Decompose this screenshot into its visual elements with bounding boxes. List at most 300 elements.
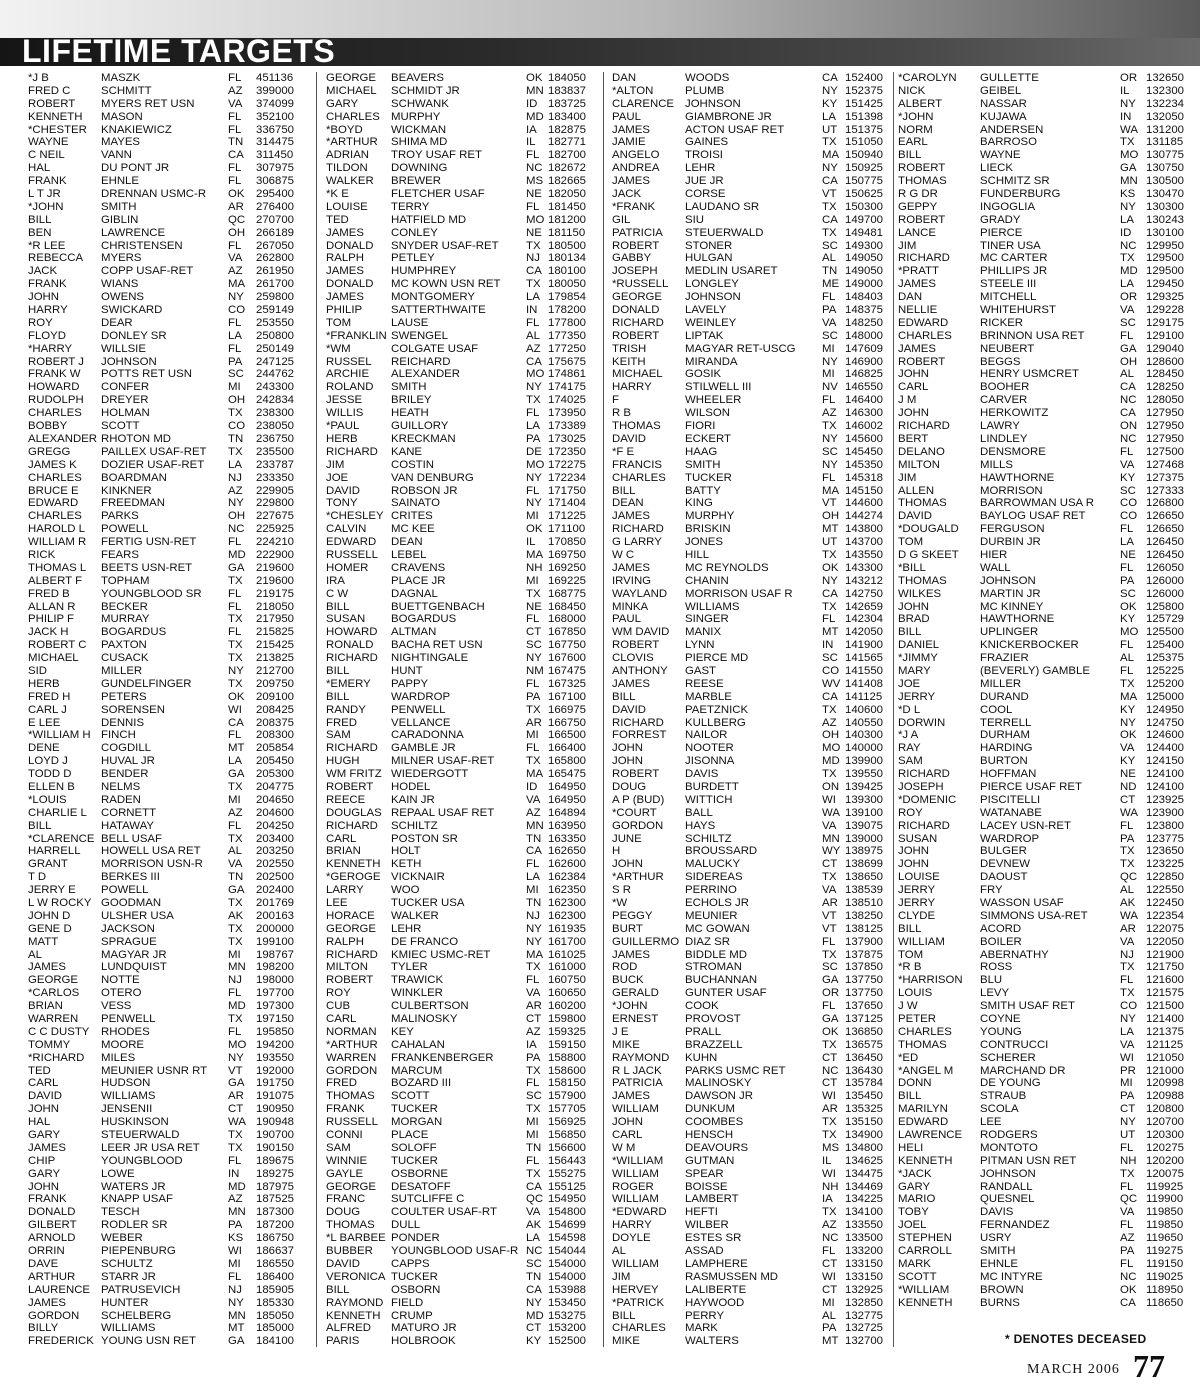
target-count: 152500 [548, 1335, 587, 1348]
state: SC [822, 961, 838, 974]
last-name: HILL [685, 548, 710, 561]
first-name: JIM [898, 239, 917, 252]
first-name: ANDREA [612, 162, 660, 175]
last-name: GIAMBRONE JR [685, 110, 772, 123]
state: MS [822, 1141, 840, 1154]
state: TX [526, 1064, 541, 1077]
last-name: MARBLE [685, 690, 732, 703]
first-name: J E [612, 1025, 629, 1038]
first-name: THOMAS [898, 574, 947, 587]
first-name: GREGG [28, 445, 71, 458]
state: VA [1120, 304, 1135, 317]
listing-column-3 [612, 72, 890, 1347]
first-name: RICHARD [612, 523, 664, 536]
last-name: SPEAR [685, 1167, 724, 1180]
last-name: HENSCH [685, 1129, 734, 1142]
list-item [326, 1232, 606, 1245]
last-name: DREYER [101, 394, 149, 407]
list-item [898, 497, 1183, 510]
first-name: JOHN [28, 1103, 60, 1116]
list-item [28, 201, 306, 214]
last-name: VAN DENBURG [391, 471, 474, 484]
target-count: 153200 [548, 1322, 587, 1335]
target-count: 158600 [548, 1064, 587, 1077]
list-item [28, 820, 306, 833]
last-name: VESS [101, 1000, 132, 1013]
last-name: PARKS USMC RET [685, 1064, 786, 1077]
list-item [28, 1155, 306, 1168]
list-item [898, 1077, 1183, 1090]
list-item [898, 523, 1183, 536]
list-item [326, 820, 606, 833]
first-name: CHARLIE L [28, 806, 87, 819]
list-item [612, 201, 890, 214]
list-item [612, 446, 890, 459]
last-name: HEATH [391, 407, 429, 420]
first-name: R L JACK [612, 1064, 662, 1077]
first-name: CARL [612, 1129, 643, 1142]
target-count: 153988 [548, 1283, 587, 1296]
last-name: FRAZIER [980, 652, 1029, 665]
list-item [612, 523, 890, 536]
first-name: *FRANKLIN [326, 329, 387, 342]
list-item [28, 1129, 306, 1142]
last-name: SMITH USAF RET [980, 1000, 1075, 1013]
state: VA [822, 819, 837, 832]
first-name: E LEE [28, 716, 61, 729]
state: WI [822, 1270, 836, 1283]
list-item [326, 420, 606, 433]
state: DE [526, 445, 542, 458]
first-name: *DOMENIC [898, 793, 957, 806]
list-item [898, 446, 1183, 459]
list-item [898, 1284, 1183, 1297]
list-item [326, 1039, 606, 1052]
first-name: RONALD [326, 639, 374, 652]
last-name: KMIEC USMC-RET [391, 948, 491, 961]
target-count: 122550 [1146, 884, 1185, 897]
state: AR [526, 716, 542, 729]
target-count: 146400 [845, 394, 884, 407]
list-item [28, 291, 306, 304]
list-item [612, 214, 890, 227]
last-name: WILLIAMS [101, 1322, 156, 1335]
target-count: 125729 [1146, 613, 1185, 626]
state: TN [526, 897, 542, 909]
first-name: GUILLERMO [612, 935, 680, 948]
first-name: *EDWARD [612, 1206, 667, 1219]
last-name: MONTOTO [980, 1141, 1038, 1154]
list-item [612, 136, 890, 149]
state: OK [526, 523, 543, 536]
target-count: 124150 [1146, 755, 1185, 768]
last-name: DENSMORE [980, 445, 1046, 458]
first-name: WM DAVID [612, 626, 670, 639]
state: NJ [228, 1283, 242, 1296]
first-name: MIKE [612, 1038, 640, 1051]
target-count: 121750 [1146, 961, 1185, 974]
target-count: 182875 [548, 123, 587, 136]
last-name: WHEELER [685, 394, 742, 407]
state: IA [822, 1193, 833, 1206]
list-item [326, 343, 606, 356]
list-item [612, 626, 890, 639]
target-count: 128050 [1146, 394, 1185, 407]
list-item [326, 472, 606, 485]
list-item [326, 227, 606, 240]
first-name: *HARRY [28, 342, 73, 355]
state: TX [228, 652, 243, 665]
list-item [326, 1245, 606, 1258]
last-name: PAPPY [391, 677, 429, 690]
list-item [28, 136, 306, 149]
last-name: WILLIAMS [101, 1090, 156, 1103]
first-name: GEORGE [326, 922, 377, 935]
state: NC [1120, 394, 1137, 407]
state: CO [228, 420, 246, 433]
target-count: 134100 [845, 1206, 884, 1219]
target-count: 259149 [256, 304, 295, 317]
list-item [612, 1168, 890, 1181]
target-count: 187975 [256, 1180, 295, 1193]
list-item [326, 1206, 606, 1219]
list-item [898, 317, 1183, 330]
list-item [28, 1052, 306, 1065]
first-name: CLYDE [898, 909, 936, 922]
target-count: 129325 [1146, 291, 1185, 304]
list-item [326, 961, 606, 974]
target-count: 208375 [256, 716, 295, 729]
list-item [28, 1284, 306, 1297]
last-name: GUNDELFINGER [101, 677, 192, 690]
last-name: BENDER [101, 768, 149, 781]
last-name: DE YOUNG [980, 1077, 1041, 1090]
list-item [326, 407, 606, 420]
last-name: CORSE [685, 188, 726, 201]
target-count: 121400 [1146, 1013, 1185, 1026]
target-count: 202550 [256, 858, 295, 871]
state: FL [1120, 819, 1134, 832]
last-name: BOZARD III [391, 1077, 452, 1090]
first-name: MILTON [326, 961, 368, 974]
first-name: *WILLIAM H [28, 729, 91, 742]
state: ME [822, 278, 840, 291]
list-item [898, 936, 1183, 949]
first-name: JOHN D [28, 909, 71, 922]
list-item [28, 884, 306, 897]
last-name: RICKER [980, 316, 1024, 329]
last-name: OSBORNE [391, 1167, 448, 1180]
state: FL [1120, 974, 1134, 987]
target-count: 162650 [548, 845, 587, 858]
state: FL [526, 974, 540, 987]
list-item [326, 884, 606, 897]
last-name: RASMUSSEN MD [685, 1270, 779, 1283]
list-item [612, 1000, 890, 1013]
last-name: DAWSON JR [685, 1090, 753, 1103]
state: TX [1120, 1167, 1135, 1180]
target-count: 180100 [548, 265, 587, 278]
first-name: W M [612, 1141, 636, 1154]
state: CA [526, 355, 542, 368]
first-name: THOMAS [898, 497, 947, 510]
list-item [28, 485, 306, 498]
target-count: 142050 [845, 626, 884, 639]
list-item [28, 111, 306, 124]
state: VA [1120, 742, 1135, 755]
first-name: TOM [898, 948, 924, 961]
state: LA [526, 1232, 540, 1245]
first-name: THOMAS L [28, 561, 87, 574]
list-item [28, 1271, 306, 1284]
first-name: DONALD [326, 278, 374, 291]
last-name: MILLER [980, 677, 1022, 690]
state: NY [1120, 97, 1136, 110]
last-name: EHNLE [980, 1257, 1018, 1270]
first-name: *WILLIAM [612, 1154, 664, 1167]
last-name: GUTMAN [685, 1154, 735, 1167]
list-item [28, 523, 306, 536]
list-item [28, 1335, 306, 1348]
last-name: COYNE [980, 1013, 1021, 1026]
target-count: 162300 [548, 897, 587, 909]
list-item [898, 1116, 1183, 1129]
list-item [28, 124, 306, 137]
list-item [612, 356, 890, 369]
list-item [612, 1232, 890, 1245]
list-item [28, 381, 306, 394]
last-name: CRUMP [391, 1309, 433, 1322]
state: MI [526, 574, 539, 587]
state: MA [822, 484, 840, 497]
first-name: *EMERY [326, 677, 371, 690]
last-name: MILES [101, 1051, 136, 1064]
last-name: REESE [685, 677, 724, 690]
list-item [28, 459, 306, 472]
first-name: JAMES [612, 510, 650, 523]
target-count: 132725 [845, 1322, 884, 1335]
first-name: GARY [28, 1167, 61, 1180]
list-item [326, 278, 606, 291]
first-name: R G DR [898, 188, 938, 201]
state: NY [822, 458, 838, 471]
state: CT [822, 1257, 838, 1270]
first-name: BILL [28, 819, 52, 832]
state: TX [822, 420, 837, 433]
target-count: 126050 [1146, 561, 1185, 574]
target-count: 127950 [1146, 420, 1185, 433]
state: TX [526, 587, 541, 600]
last-name: MORRISON [980, 484, 1043, 497]
target-count: 125400 [1146, 639, 1185, 652]
last-name: DOWNING [391, 162, 448, 175]
state: TX [228, 922, 243, 935]
last-name: JOHNSON [980, 1167, 1036, 1180]
target-count: 204650 [256, 793, 295, 806]
listing-column-4 [898, 72, 1183, 1347]
target-count: 129100 [1146, 329, 1185, 342]
state: AZ [526, 806, 541, 819]
state: CO [228, 304, 246, 317]
first-name: GENE D [28, 922, 72, 935]
last-name: BOISSE [685, 1180, 728, 1193]
list-item [612, 162, 890, 175]
list-item [28, 214, 306, 227]
target-count: 164894 [548, 806, 587, 819]
list-item [28, 588, 306, 601]
last-name: HERKOWITZ [980, 407, 1049, 420]
last-name: VANN [101, 149, 132, 162]
target-count: 121575 [1146, 987, 1185, 1000]
list-item [612, 588, 890, 601]
last-name: LEE [980, 1116, 1002, 1129]
last-name: UPLINGER [980, 626, 1039, 639]
target-count: 171225 [548, 510, 587, 523]
state: TX [822, 703, 837, 716]
state: VA [1120, 1038, 1135, 1051]
list-item [898, 368, 1183, 381]
first-name: ROBERT [898, 213, 946, 226]
last-name: MAYES [101, 136, 141, 149]
first-name: ELLEN B [28, 780, 75, 793]
target-count: 186550 [256, 1257, 295, 1270]
list-item [28, 149, 306, 162]
target-count: 124100 [1146, 780, 1185, 793]
last-name: COLGATE USAF [391, 342, 479, 355]
list-item [898, 136, 1183, 149]
last-name: STEUERWALD [101, 1129, 180, 1142]
state: CT [822, 858, 838, 871]
state: UT [822, 123, 838, 136]
first-name: FORREST [612, 729, 667, 742]
state: FL [1120, 1219, 1134, 1232]
first-name: HUGH [326, 755, 360, 768]
last-name: SINGER [685, 613, 729, 626]
last-name: SCHELBERG [101, 1309, 172, 1322]
last-name: HATAWAY [101, 819, 154, 832]
first-name: DONN [898, 1077, 932, 1090]
last-name: POSTON SR [391, 832, 458, 845]
first-name: SAM [326, 729, 351, 742]
first-name: *BOYD [326, 123, 363, 136]
list-item [326, 665, 606, 678]
target-count: 185905 [256, 1283, 295, 1296]
first-name: PEGGY [612, 909, 653, 922]
target-count: 171404 [548, 497, 587, 510]
last-name: ABERNATHY [980, 948, 1049, 961]
target-count: 140600 [845, 703, 884, 716]
state: WI [822, 793, 836, 806]
first-name: HARRELL [28, 845, 81, 858]
first-name: J M [898, 394, 917, 407]
last-name: BUCHANNAN [685, 974, 758, 987]
target-count: 130300 [1146, 200, 1185, 213]
state: SC [822, 329, 838, 342]
list-item [28, 227, 306, 240]
state: KY [822, 97, 838, 110]
last-name: DIAZ SR [685, 935, 730, 948]
state: FL [228, 536, 242, 549]
list-item [898, 72, 1183, 85]
list-item [898, 1039, 1183, 1052]
state: GA [822, 1013, 839, 1026]
state: AK [526, 1219, 542, 1232]
list-item [28, 433, 306, 446]
target-count: 190950 [256, 1103, 295, 1116]
target-count: 132234 [1146, 97, 1185, 110]
target-count: 238050 [256, 420, 295, 433]
target-count: 167750 [548, 639, 587, 652]
target-count: 261950 [256, 265, 295, 278]
first-name: JOHN [898, 600, 930, 613]
state: VA [1120, 1206, 1135, 1219]
state: TX [822, 1038, 837, 1051]
state: GA [228, 561, 245, 574]
list-item [612, 265, 890, 278]
state: FL [822, 613, 836, 626]
last-name: CHANIN [685, 574, 729, 587]
first-name: BILL [898, 149, 922, 162]
last-name: BOOHER [980, 381, 1030, 394]
target-count: 167600 [548, 652, 587, 665]
target-count: 307975 [256, 162, 295, 175]
last-name: SHIMA MD [391, 136, 448, 149]
state: NY [526, 471, 542, 484]
last-name: HUDSON [101, 1077, 151, 1090]
state: FL [228, 123, 242, 136]
target-count: 204600 [256, 806, 295, 819]
target-count: 139550 [845, 768, 884, 781]
target-count: 121500 [1146, 1000, 1185, 1013]
list-item [326, 936, 606, 949]
first-name: *DOUGALD [898, 523, 959, 536]
target-count: 123650 [1146, 845, 1185, 858]
state: MO [822, 742, 841, 755]
state: MN [228, 1206, 246, 1219]
list-item [898, 356, 1183, 369]
list-item [326, 897, 606, 910]
first-name: NELLIE [898, 304, 938, 317]
target-count: 137750 [845, 974, 884, 987]
first-name: HORACE [326, 909, 375, 922]
first-name: WALKER [326, 175, 374, 188]
state: AR [822, 1103, 838, 1116]
list-item [326, 536, 606, 549]
state: FL [526, 149, 540, 162]
state: MN [822, 832, 840, 845]
target-count: 133500 [845, 1232, 884, 1245]
list-item [612, 1258, 890, 1271]
list-item [898, 794, 1183, 807]
state: FL [822, 394, 836, 407]
target-count: 125375 [1146, 652, 1185, 665]
target-count: 126000 [1146, 574, 1185, 587]
list-item [612, 575, 890, 588]
first-name: HERVEY [612, 1283, 659, 1296]
target-count: 174025 [548, 394, 587, 407]
last-name: BROUSSARD [685, 845, 758, 858]
list-item [612, 613, 890, 626]
first-name: JERRY [898, 690, 936, 703]
target-count: 146825 [845, 368, 884, 381]
first-name: CHARLES [28, 510, 82, 523]
first-name: *CHESTER [28, 123, 87, 136]
target-count: 215425 [256, 639, 295, 652]
last-name: MC GOWAN [685, 922, 750, 935]
target-count: 127333 [1146, 484, 1185, 497]
last-name: SWENGEL [391, 329, 448, 342]
last-name: LIECK [980, 162, 1013, 175]
